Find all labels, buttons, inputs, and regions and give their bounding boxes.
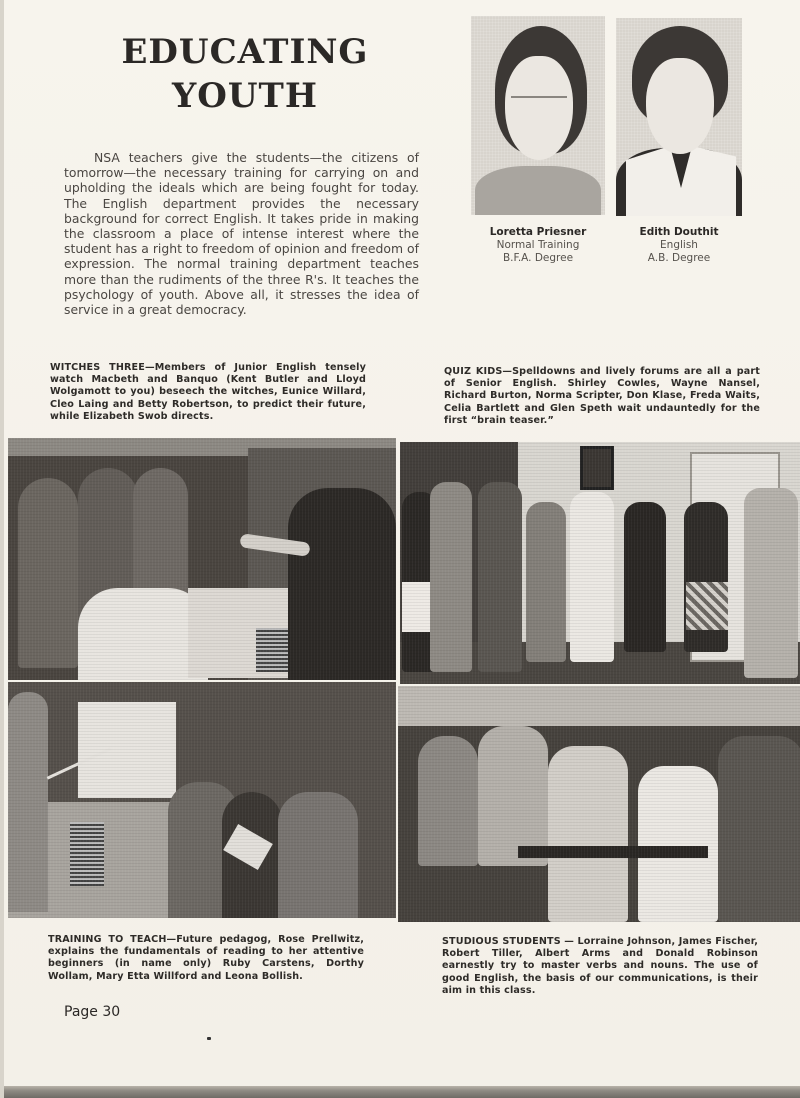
caption-studious-students: STUDIOUS STUDENTS — Lorraine Johnson, James Fischer, Robert Tiller, Albert Arms and Donald Robinson earnestly try to master verbs and nouns. The use of good English, the basis of our communications, is their aim in this class. xyxy=(442,936,758,996)
portrait-loretta-priesner xyxy=(471,16,605,215)
ink-speck xyxy=(207,1037,211,1040)
portrait-edith-douthit xyxy=(616,18,742,216)
faculty-department: English xyxy=(660,239,698,251)
caption-training-to-teach: TRAINING TO TEACH—Future pedagog, Rose Prellwitz, explains the fundamentals of reading to her attentive beginners (in name only) Ruby Carstens, Dorthy Wollam, Mary Etta Willford and Leona Bollish. xyxy=(48,934,364,982)
page-number: Page 30 xyxy=(64,1004,121,1020)
faculty-name: Loretta Priesner xyxy=(489,226,587,238)
faculty-department: Normal Training xyxy=(496,239,580,251)
photo-training-to-teach xyxy=(8,682,396,918)
photo-studious-students xyxy=(398,686,800,922)
photo-quiz-kids xyxy=(400,442,800,684)
caption-witches-three: WITCHES THREE—Members of Junior English tensely watch Macbeth and Banquo (Kent Butler and Lloyd Wolgamott to you) beseech the witches, Eunice Willard, Cleo Laing and Betty Robertson, to predict their future, while Elizabeth Swob directs. xyxy=(50,362,366,422)
intro-paragraph: NSA teachers give the students—the citizens of tomorrow—the necessary training for carrying on and upholding the ideals which are being fought for today. The English department provides the necessary background for correct English. It takes pride in making the classroom a place of intense interest where the student has a right to freedom of opinion and freedom of expression. The normal training department teaches more than the rudiments of the three R's. It teaches the psychology of youth. Above all, it stresses the idea of service in a great democracy. xyxy=(64,150,419,318)
faculty-degree: B.F.A. Degree xyxy=(502,251,574,264)
caption-quiz-kids: QUIZ KIDS—Spelldowns and lively forums are all a part of Senior English. Shirley Cowles, Wayne Nansel, Richard Burton, Norma Scripter, Don Klase, Freda Waits, Celia Bartlett and Glen Speth wait undauntedly for the first “brain teaser.” xyxy=(444,366,760,426)
photo-witches-three xyxy=(8,438,396,680)
faculty-degree: A.B. Degree xyxy=(647,251,711,264)
page-edge xyxy=(4,1086,800,1098)
faculty-caption-douthit xyxy=(616,226,742,264)
page-title xyxy=(114,30,376,118)
title-line-2: YOUTH xyxy=(172,76,318,116)
title-line-1: EDUCATING xyxy=(121,32,369,72)
faculty-name: Edith Douthit xyxy=(639,226,719,238)
faculty-caption-priesner xyxy=(471,226,605,264)
